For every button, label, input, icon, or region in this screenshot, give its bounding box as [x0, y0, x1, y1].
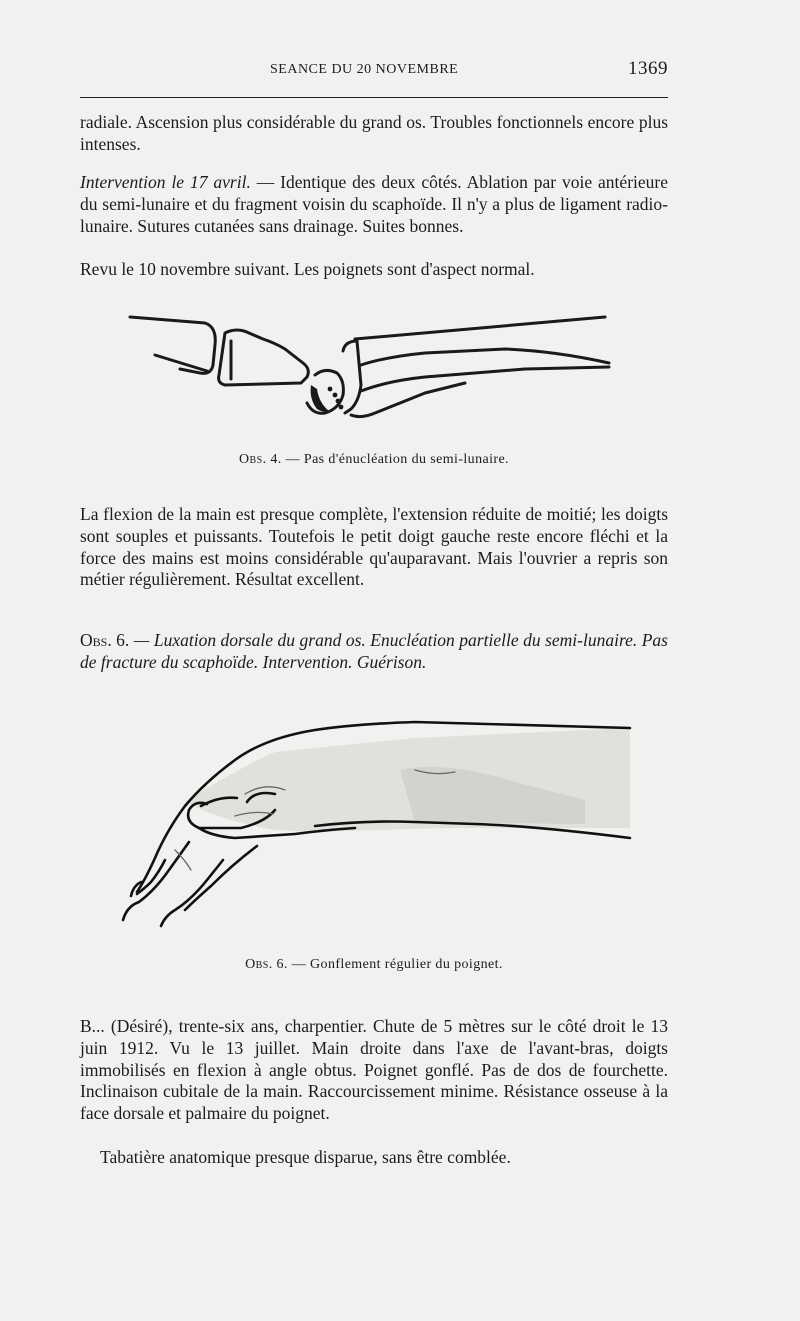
intervention-date: Intervention le 17 avril.	[80, 172, 251, 192]
figure-obs4-caption-text: — Pas d'énucléation du semi-lunaire.	[281, 452, 509, 467]
paragraph-6: B... (Désiré), trente-six ans, charpentier. Chute de 5 mètres sur le côté droit le 13 juin 1912. Vu le 13 juillet. Main droite dans l'axe de l'avant-bras, doigts immobilisés en flexion à angle obtus. Poignet gonflé. Pas de dos de fourchette. Inclinaison cubitale de la main. Raccourcissement minime. Résistance osseuse à la face dorsale et palmaire du poignet.	[80, 1016, 668, 1124]
obs6-lead: Obs. 6.	[80, 630, 130, 650]
header-rule	[80, 97, 668, 98]
page-number: 1369	[628, 58, 668, 79]
figure-obs6-caption-text: — Gonflement régulier du poignet.	[287, 957, 503, 972]
figure-obs6-hand-drawing	[115, 710, 635, 935]
figure-obs6-caption	[80, 957, 668, 973]
paragraph-7: Tabatière anatomique presque disparue, sans être comblée.	[100, 1147, 511, 1167]
intervention-text: — Identique des deux côtés. Ablation par voie antérieure du semi-lunaire et du fragment voisin du scaphoïde. Il n'y a plus de ligament radio-lunaire. Sutures cutanées sans drainage. Suites bonnes.	[80, 172, 668, 236]
figure-obs4-caption	[80, 452, 668, 468]
figure-obs4-caption-lead: Obs. 4.	[239, 452, 282, 467]
paragraph-2	[80, 172, 668, 237]
paragraph-5	[80, 630, 668, 674]
obs6-title: — Luxation dorsale du grand os. Enucléation partielle du semi-lunaire. Pas de fracture du scaphoïde. Intervention. Guérison.	[80, 630, 668, 672]
paragraph-3: Revu le 10 novembre suivant. Les poignets sont d'aspect normal.	[80, 259, 535, 279]
figure-obs6-caption-lead: Obs. 6.	[245, 957, 288, 972]
paragraph-1: radiale. Ascension plus considérable du grand os. Troubles fonctionnels encore plus intenses.	[80, 112, 668, 154]
page-header	[80, 58, 668, 88]
figure-obs4-wrist-sketch	[125, 305, 625, 435]
running-title: SEANCE DU 20 NOVEMBRE	[270, 62, 459, 77]
paragraph-4: La flexion de la main est presque complète, l'extension réduite de moitié; les doigts sont souples et puissants. Toutefois le petit doigt gauche reste encore fléchi et la force des mains est moins considérable qu'auparavant. Mais l'ouvrier a repris son métier régulièrement. Résultat excellent.	[80, 504, 668, 590]
